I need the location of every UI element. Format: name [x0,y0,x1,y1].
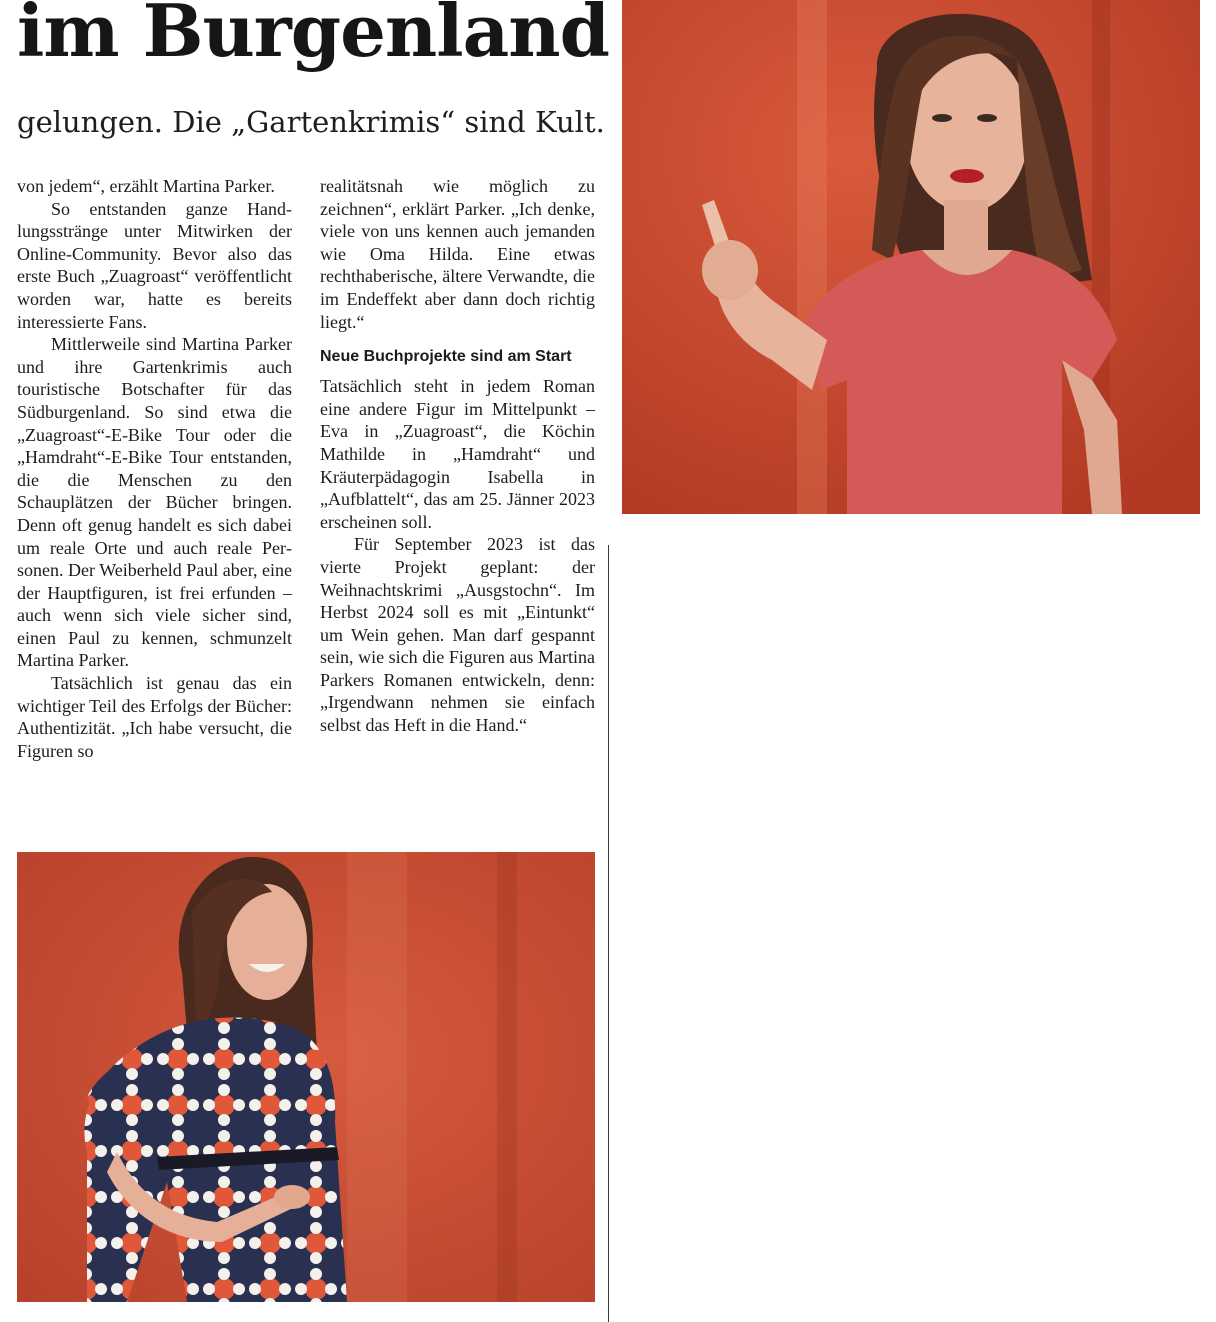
paragraph: von jedem“, erzählt Martina Parker. [17,176,275,196]
paragraph: So entstanden ganze Handlungsstränge unter Mitwirken der Online-Community. Bevor also das erste Buch „Zuagroast“ veröffentlicht worden war, hatte es bereits interessierte Fans. [17,198,292,332]
portrait-photo-pointing [622,0,1200,514]
paragraph: Tatsächlich ist genau das ein wichtiger Teil des Erfolgs der Bücher: Authentizität. „Ich habe versucht, die Figuren so [17,673,292,761]
crosshead: Neue Buchprojekte sind am Start [320,348,572,366]
article-column-1 [17,175,292,762]
headline: im Burgenland [17,0,609,73]
paragraph: Mittlerweile sind Martina Parker und ihre Gartenkrimis auch touristische Botschafter für das Südburgenland. So sind etwa die „Zuagroast“-E-Bike Tour oder die „Hamdraht“-E-Bike Tour entstanden, die die Menschen zu den Schauplätzen der Bücher bringen. Denn oft genug handelt es sich dabei um reale Orte und auch reale Personen. Der Weiberheld Paul aber, eine der Hauptfiguren, ist frei erfunden – auch wenn sich viele sicher sind, einen Paul zu kennen, schmunzelt Martina Parker. [17,334,292,671]
column-divider [608,545,609,1322]
subheadline: gelungen. Die „Gartenkrimis“ sind Kult. [17,105,605,139]
paragraph: Tatsächlich steht in jedem Roman eine andere Figur im Mittelpunkt – Eva in „Zuagroast“, die Köchin Mathilde in „Hamdraht“ und Kräuterpädagogin Isabella in „Aufblattelt“, das am 25. Jänner 2023 erscheinen soll. [320,376,595,532]
article-column-2 [320,175,595,737]
portrait-photo-flower-dress [17,852,595,1302]
paragraph: realitätsnah wie möglich zu zeichnen“, erklärt Parker. „Ich denke, viele von uns kennen auch jemanden wie Oma Hilda. Eine etwas rechthaberische, ältere Verwandte, die im Endeffekt aber dann doch richtig liegt.“ [320,176,595,332]
paragraph: Für September 2023 ist das vierte Projekt geplant: der Weihnachtskrimi „Ausgstochn“. Im Herbst 2024 soll es mit „Eintunkt“ um Wein gehen. Man darf gespannt sein, wie sich die Figuren aus Martina Parkers Romanen entwickeln, denn: „Irgendwann nehmen sie einfach selbst das Heft in die Hand.“ [320,534,595,736]
